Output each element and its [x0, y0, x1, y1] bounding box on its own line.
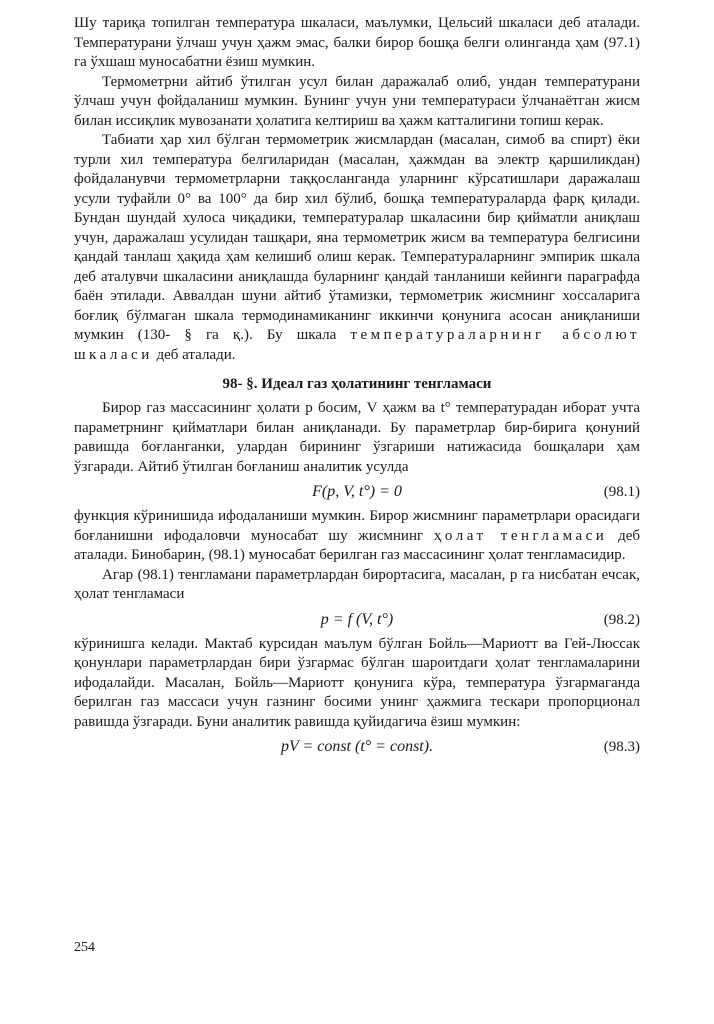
paragraph-boyle-mariotte: кўринишга келади. Мактаб курсидан маълум бўлган Бойль—Мариотт ва Гей-Люссак қонунлари параметрлардан бири ўзгармас бўлган шароитдаги ҳолат тенгламаларини ифодалайди. Масалан, Бойль—Мариотт қонунига кўра, температура ўзгармаганда берилган газ массаси учун газнинг босими унинг ҳажмига тескари пропорционал равишда ўзгаради. Буни аналитик равишда қуйидагича ёзиш мумкин:: [74, 635, 640, 730]
equation-98-3: [74, 732, 640, 762]
paragraph-thermometric-bodies: [74, 131, 640, 365]
page-number: 254: [74, 940, 95, 955]
paragraph-thermometric-bodies-text: Табиати ҳар хил бўлган термометрик жисмлардан (масалан, симоб ва спирт) ёки турли хил температура белгиларидан (масалан, ҳажмдан ва электр қаршиликдан) фойдаланувчи термометрларни таққосланганда уларнинг кўрсатишлари даражалаш усули туфайли 0° ва 100° да бир хил бўлиб, бошқа температураларда фарқ қилади. Бундан шундай хулоса чиқадики, температуралар шкаласини бир қийматли аниқлаш учун, даражалаш усулидан ташқари, яна термометрик жисм ва температура белгисини қандай танлаш ҳақида ҳам келишиб олиш керак. Температураларнинг эмпирик шкала деб аталувчи шкаласини аниқлашда буларнинг қандай танланиши кейинги параграфда баён этилади. Аввалдан шуни айтиб ўтамизки, термометрик жисмнинг хоссаларига боғлиқ бўлмаган шкала термодинамиканинг иккинчи қонунига асосан аниқланиши мумкин (130- § га қ.). Бу шкала: [74, 132, 640, 343]
paragraph-gas-state-parameters: Бирор газ массасининг ҳолати p босим, V ҳажм ва t° температурадан иборат учта параметрнинг қийматлари билан аниқланади. Бу параметрлар бир-бирига қонуний равишда боғланганки, улардан бирининг ўзгариши натижасида бошқалари ҳам ўзгаради. Айтиб ўтилган боғланиш аналитик усулда: [74, 400, 640, 475]
equation-expression: p = f (V, t°): [320, 610, 394, 628]
paragraph-equation-of-state-end: деб аталади. Бинобарин, (98.1) муносабат берилган газ массасининг ҳолат тенгламасидир.: [74, 527, 641, 563]
paragraph-thermometer-use: Термометрни айтиб ўтилган усул билан даражалаб олиб, ундан температурани ўлчаш учун фойдаланиш мумкин. Бунинг учун уни температураси ўлчанаётган жисм билан иссиқлик мувозанати ҳолатига келтириш ва ҳажм катталигини топиш керак.: [74, 73, 640, 129]
equation-number: (98.1): [603, 484, 640, 500]
page-body: [74, 14, 640, 762]
equation-98-1: [74, 477, 640, 507]
paragraph-solve-for-p: Агар (98.1) тенгламани параметрлардан бирортасига, масалан, p га нисбатан ечсак, ҳолат тенгламаси: [74, 566, 640, 602]
equation-number: (98.3): [603, 739, 640, 755]
paragraph-equation-of-state-text: функция кўринишида ифодаланиши мумкин. Бирор жисмнинг параметрлари орасидаги боғланишни ифодаловчи муносабат шу жисмнинг: [74, 508, 640, 544]
absolute-scale-term: температураларнинг абсолют шкаласи: [74, 327, 641, 363]
section-heading: 98- §. Идеал газ ҳолатининг тенгламаси: [222, 376, 492, 392]
paragraph-thermometric-bodies-end: деб аталади.: [156, 346, 236, 363]
equation-98-2: [74, 605, 640, 635]
paragraph-equation-of-state: [74, 507, 640, 566]
paragraph-celsius-scale: Шу тариқа топилган температура шкаласи, маълумки, Цельсий шкаласи деб аталади. Температурани ўлчаш учун ҳажм эмас, балки бирор бошқа белги олинганда ҳам (97.1) га ўхшаш муносабатни ёзиш мумкин.: [74, 15, 640, 70]
equation-expression: pV = const (t° = const).: [280, 738, 434, 755]
equation-of-state-term: ҳолат тенгламаси: [433, 527, 608, 544]
equation-number: (98.2): [603, 611, 640, 628]
equation-expression: F(p, V, t°) = 0: [312, 483, 402, 500]
